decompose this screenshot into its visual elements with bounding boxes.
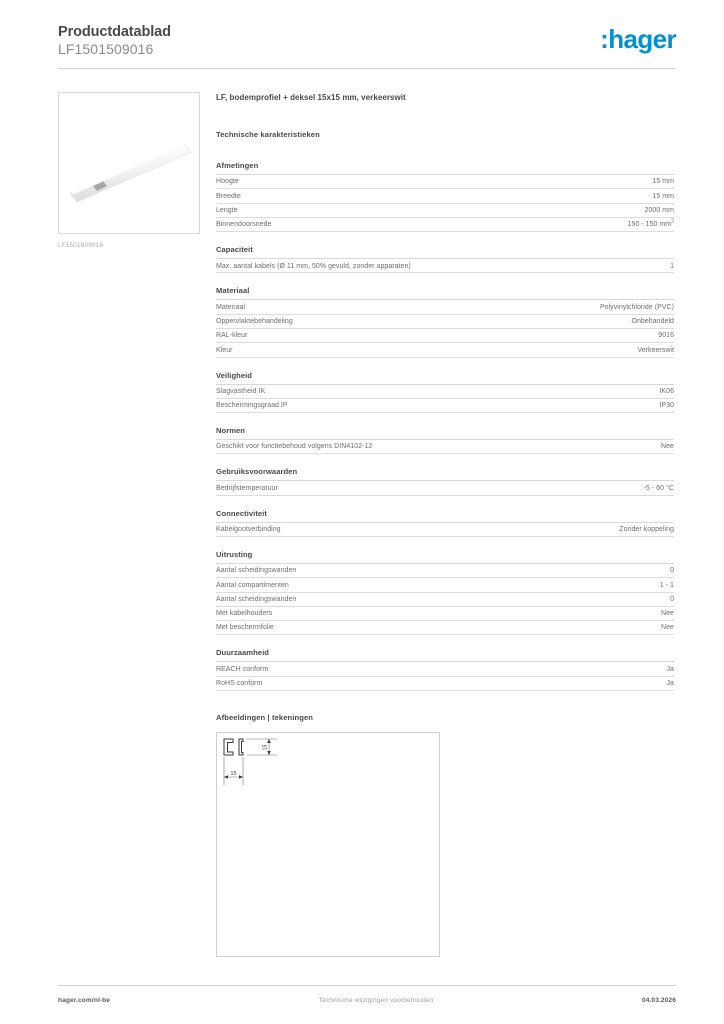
spec-group-title: Materiaal — [216, 286, 674, 300]
spec-row — [216, 204, 674, 218]
spec-value: Zonder koppeling — [619, 526, 674, 534]
spec-label: Aantal compartimenten — [216, 581, 289, 589]
spec-value — [627, 218, 675, 229]
footer-date: 04.03.2026 — [641, 997, 676, 1004]
spec-value: 1 - 1 — [659, 581, 674, 589]
spec-row — [216, 578, 674, 592]
spec-value: Nee — [661, 624, 674, 632]
product-specs-column — [216, 92, 674, 957]
spec-group-title: Afmetingen — [216, 161, 674, 175]
spec-label: Beschermingsgraad IP — [216, 402, 288, 410]
spec-label: Met beschermfolie — [216, 624, 274, 632]
spec-row — [216, 315, 674, 329]
spec-value: 1 — [670, 262, 674, 270]
product-image-box — [58, 92, 200, 234]
spec-row — [216, 481, 674, 495]
spec-value: Ja — [666, 680, 674, 688]
spec-label: Breedte — [216, 192, 241, 200]
spec-row — [216, 218, 674, 232]
spec-group — [216, 371, 674, 414]
spec-group — [216, 550, 674, 635]
drawings-section — [216, 713, 674, 957]
spec-group-title: Connectiviteit — [216, 509, 674, 523]
spec-value: Polyvinylchloride (PVC) — [599, 303, 674, 311]
spec-group — [216, 467, 674, 495]
spec-label: Binnendoorsnede — [216, 221, 272, 229]
spec-groups — [216, 161, 674, 691]
spec-row — [216, 593, 674, 607]
logo-wordmark: hager — [608, 24, 676, 54]
spec-label: REACH conform — [216, 665, 269, 673]
spec-row — [216, 259, 674, 273]
drawings-heading: Afbeeldingen | tekeningen — [216, 712, 314, 722]
spec-value: 15 mm — [652, 178, 674, 186]
spec-row — [216, 621, 674, 635]
drawing-width-dimension: 15 — [230, 770, 237, 777]
spec-row — [216, 175, 674, 189]
spec-value: -5 - 60 °C — [643, 484, 674, 492]
spec-label: Kleur — [216, 346, 233, 354]
spec-group — [216, 161, 674, 232]
spec-value: Ja — [666, 665, 674, 673]
spec-value-superscript: 2 — [671, 218, 674, 225]
spec-label: Max. aantal kabels (Ø 11 mm, 50% gevuld, zonder apparaten) — [216, 262, 411, 270]
spec-row — [216, 329, 674, 343]
spec-value: 9016 — [658, 332, 674, 340]
product-reference: LF1501509016 — [58, 41, 154, 57]
spec-group — [216, 509, 674, 537]
product-image-column — [58, 92, 200, 250]
spec-value: 2000 mm — [644, 206, 674, 214]
spec-value: Nee — [661, 610, 674, 618]
profile-cross-section-drawing — [217, 733, 439, 956]
footer-divider — [58, 985, 676, 986]
spec-value: IP30 — [659, 402, 674, 410]
spec-group-title: Uitrusting — [216, 550, 674, 564]
page-footer — [58, 985, 676, 1004]
spec-group-title: Duurzaamheid — [216, 648, 674, 662]
spec-label: Oppervlaktebehandeling — [216, 318, 293, 326]
spec-label: RAL-kleur — [216, 332, 248, 340]
spec-group — [216, 286, 674, 357]
spec-label: Geschikt voor functiebehoud volgens DIN4102-12 — [216, 443, 373, 451]
spec-label: RoHS conform — [216, 680, 263, 688]
spec-row — [216, 523, 674, 537]
spec-value: Verkeerswit — [637, 346, 674, 354]
spec-row — [216, 300, 674, 314]
technical-drawing-box — [216, 732, 440, 957]
spec-row — [216, 385, 674, 399]
spec-value: 0 — [670, 595, 674, 603]
spec-group-title: Veiligheid — [216, 371, 674, 385]
logo-colon-mark: : — [600, 24, 609, 54]
spec-label: Aantal scheidingswanden — [216, 595, 297, 603]
spec-value: Onbehandeld — [631, 318, 674, 326]
spec-group-title: Gebruiksvoorwaarden — [216, 467, 674, 481]
spec-label: Hoogte — [216, 178, 239, 186]
drawing-height-dimension: 15 — [262, 744, 269, 751]
spec-row — [216, 189, 674, 203]
product-photo — [67, 141, 193, 205]
technical-characteristics-heading: Technische karakteristieken — [216, 130, 320, 139]
spec-label: Slagvastheid IK — [216, 387, 266, 395]
product-name: LF, bodemprofiel + deksel 15x15 mm, verkeerswit — [216, 93, 406, 102]
spec-label: Kabelgootverbinding — [216, 526, 281, 534]
spec-group-title: Capaciteit — [216, 245, 674, 259]
spec-label: Bedrijfstemperatuur — [216, 484, 278, 492]
product-image-caption: LF1501509016 — [58, 242, 104, 249]
header-divider — [58, 68, 676, 69]
spec-value: Nee — [661, 443, 674, 451]
page-header — [0, 0, 724, 74]
hager-logo — [600, 26, 676, 52]
spec-row — [216, 607, 674, 621]
page-title: Productdatablad — [58, 24, 171, 40]
spec-value-text: 150 - 150 mm — [627, 221, 672, 229]
spec-label: Lengte — [216, 206, 238, 214]
footer-columns — [58, 997, 676, 1004]
footer-website[interactable]: hager.com/nl-be — [58, 997, 111, 1004]
spec-label: Met kabelhouders — [216, 610, 273, 618]
spec-group — [216, 245, 674, 273]
spec-row — [216, 662, 674, 676]
footer-disclaimer: Technische wijzigingen voorbehouden — [318, 997, 434, 1004]
spec-label: Materiaal — [216, 303, 246, 311]
spec-value: 15 mm — [652, 192, 674, 200]
spec-row — [216, 677, 674, 691]
spec-row — [216, 399, 674, 413]
spec-row — [216, 440, 674, 454]
spec-label: Aantal scheidingswanden — [216, 567, 297, 575]
spec-value: IK06 — [659, 387, 674, 395]
spec-group-title: Normen — [216, 426, 674, 440]
spec-group — [216, 426, 674, 454]
spec-group — [216, 648, 674, 691]
spec-row — [216, 564, 674, 578]
title-block — [58, 24, 171, 58]
spec-value: 0 — [670, 567, 674, 575]
spec-row — [216, 343, 674, 357]
